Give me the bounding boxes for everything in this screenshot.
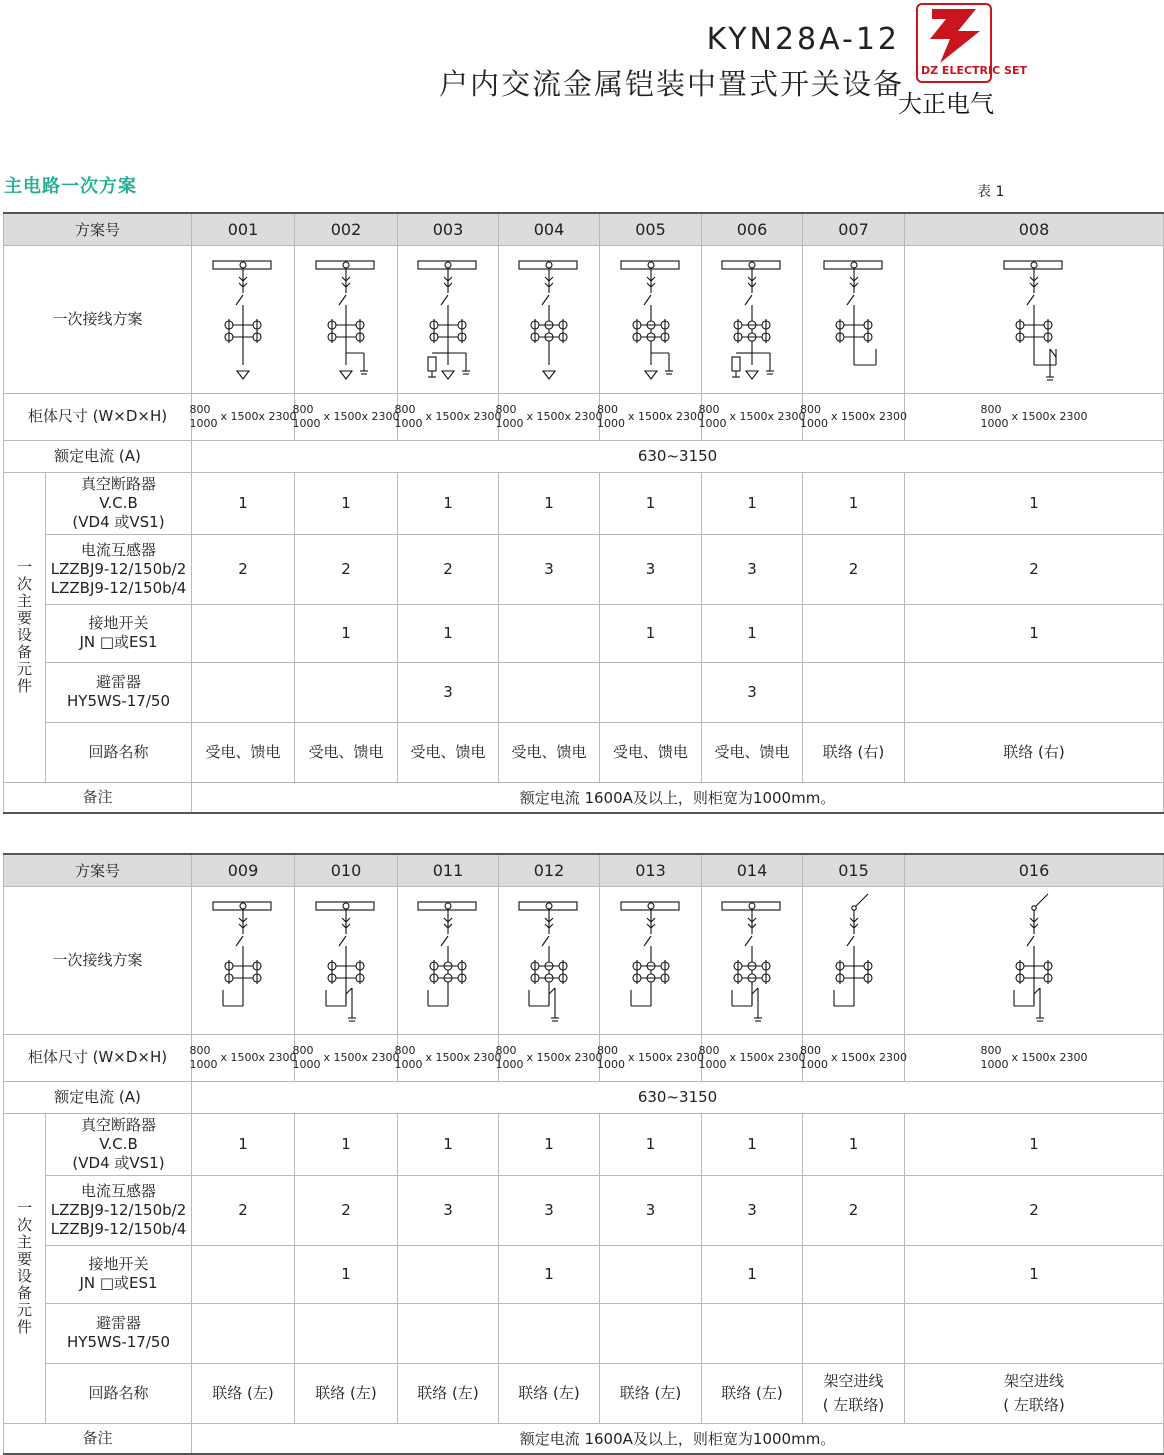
circuit-name: 受电、馈电 <box>398 722 499 782</box>
arrester-qty <box>803 662 905 722</box>
es-qty <box>803 1245 905 1303</box>
vcb-qty: 1 <box>702 1113 803 1175</box>
wiring-diagram <box>600 886 702 1034</box>
arrester-qty <box>803 1303 905 1363</box>
vcb-row <box>4 1113 1164 1175</box>
es-qty: 1 <box>702 604 803 662</box>
ct-qty: 3 <box>499 534 600 604</box>
circuit-name: 联络 (左) <box>295 1363 398 1423</box>
size-text: 800 1000 x 1500x 2300 <box>980 402 1088 430</box>
size-text: 800 1000 x 1500x 2300 <box>495 402 603 430</box>
scheme-no: 006 <box>702 213 803 245</box>
arrester-qty <box>499 662 600 722</box>
scheme-no: 015 <box>803 854 905 886</box>
wiring-diagram <box>295 245 398 393</box>
wiring-diagram <box>192 245 295 393</box>
size-label: 柜体尺寸 (W×D×H) <box>4 393 192 440</box>
rated-current-label: 额定电流 (A) <box>4 1081 192 1113</box>
size-text: 800 1000 x 1500x 2300 <box>189 402 297 430</box>
es-qty <box>803 604 905 662</box>
company-logo <box>916 3 1027 83</box>
vcb-qty: 1 <box>499 1113 600 1175</box>
circuit-name-row <box>4 722 1164 782</box>
cabinet-size <box>905 393 1164 440</box>
brand-name: 大正电气 <box>898 90 994 118</box>
scheme-no: 001 <box>192 213 295 245</box>
earthing-switch-label: 接地开关 JN □或ES1 <box>46 1245 192 1303</box>
arrester-qty <box>499 1303 600 1363</box>
scheme-no-label: 方案号 <box>4 213 192 245</box>
rated-current-value: 630~3150 <box>192 1081 1164 1113</box>
wiring-diagram <box>905 245 1164 393</box>
ct-qty: 2 <box>295 1175 398 1245</box>
size-text: 800 1000 x 1500x 2300 <box>189 1043 297 1071</box>
size-text: 800 1000 x 1500x 2300 <box>394 1043 502 1071</box>
circuit-name: 架空进线 ( 左联络) <box>905 1363 1164 1423</box>
scheme-no: 003 <box>398 213 499 245</box>
es-qty: 1 <box>295 1245 398 1303</box>
scheme-table-1 <box>3 212 1164 814</box>
size-text: 800 1000 x 1500x 2300 <box>698 402 806 430</box>
circuit-name: 联络 (左) <box>702 1363 803 1423</box>
earthing-switch-row <box>4 604 1164 662</box>
single-line-diagram-icon <box>511 894 587 1026</box>
vcb-label: 真空断路器 V.C.B (VD4 或VS1) <box>46 1113 192 1175</box>
single-line-diagram-icon <box>308 253 384 385</box>
ct-label: 电流互感器 LZZBJ9-12/150b/2 LZZBJ9-12/150b/4 <box>46 1175 192 1245</box>
vcb-qty: 1 <box>295 1113 398 1175</box>
vcb-qty: 1 <box>398 472 499 534</box>
arrester-qty <box>905 662 1164 722</box>
vcb-label: 真空断路器 V.C.B (VD4 或VS1) <box>46 472 192 534</box>
es-qty <box>192 604 295 662</box>
ct-qty: 2 <box>398 534 499 604</box>
scheme-no: 013 <box>600 854 702 886</box>
cabinet-size <box>597 393 705 440</box>
size-text: 800 1000 x 1500x 2300 <box>800 1043 908 1071</box>
arrester-qty <box>905 1303 1164 1363</box>
remark-row <box>4 782 1164 813</box>
single-line-diagram-icon <box>410 253 486 385</box>
vcb-qty: 1 <box>600 1113 702 1175</box>
wiring-diagram <box>803 245 905 393</box>
circuit-name: 联络 (右) <box>905 722 1164 782</box>
earthing-switch-row <box>4 1245 1164 1303</box>
vcb-qty: 1 <box>192 1113 295 1175</box>
circuit-name: 架空进线 ( 左联络) <box>803 1363 905 1423</box>
ct-qty: 2 <box>192 1175 295 1245</box>
scheme-no: 002 <box>295 213 398 245</box>
remark-text: 额定电流 1600A及以上，则柜宽为1000mm。 <box>192 782 1164 813</box>
wiring-label: 一次接线方案 <box>4 886 192 1034</box>
cabinet-size <box>495 1034 603 1081</box>
size-label: 柜体尺寸 (W×D×H) <box>4 1034 192 1081</box>
size-text: 800 1000 x 1500x 2300 <box>292 1043 400 1071</box>
cabinet-size <box>800 1034 908 1081</box>
es-qty <box>192 1245 295 1303</box>
circuit-name: 联络 (左) <box>192 1363 295 1423</box>
size-text: 800 1000 x 1500x 2300 <box>394 402 502 430</box>
es-qty <box>398 1245 499 1303</box>
circuit-name-label: 回路名称 <box>46 722 192 782</box>
vcb-qty: 1 <box>192 472 295 534</box>
es-qty: 1 <box>905 1245 1164 1303</box>
earthing-switch-label: 接地开关 JN □或ES1 <box>46 604 192 662</box>
single-line-diagram-icon <box>205 894 281 1026</box>
page-title: 户内交流金属铠装中置式开关设备 <box>438 67 904 101</box>
size-row <box>4 1034 1164 1081</box>
table-label: 表 1 <box>977 184 1005 200</box>
vcb-qty: 1 <box>803 472 905 534</box>
single-line-diagram-icon <box>816 894 892 1026</box>
scheme-no: 012 <box>499 854 600 886</box>
arrester-label: 避雷器 HY5WS-17/50 <box>46 1303 192 1363</box>
cabinet-size <box>394 1034 502 1081</box>
single-line-diagram-icon <box>613 253 689 385</box>
arrester-qty <box>600 1303 702 1363</box>
circuit-name: 联络 (右) <box>803 722 905 782</box>
vcb-qty: 1 <box>905 472 1164 534</box>
single-line-diagram-icon <box>410 894 486 1026</box>
remark-label: 备注 <box>4 1423 192 1454</box>
size-row <box>4 393 1164 440</box>
ct-qty: 2 <box>803 534 905 604</box>
arrester-qty <box>192 662 295 722</box>
equipment-group-label: 一次主要设备元件 <box>4 1113 46 1423</box>
es-qty: 1 <box>702 1245 803 1303</box>
es-qty: 1 <box>499 1245 600 1303</box>
single-line-diagram-icon <box>816 253 892 385</box>
cabinet-size <box>905 1034 1164 1081</box>
wiring-diagram <box>499 245 600 393</box>
single-line-diagram-icon <box>511 253 587 385</box>
scheme-no: 016 <box>905 854 1164 886</box>
circuit-name: 联络 (左) <box>600 1363 702 1423</box>
scheme-no: 004 <box>499 213 600 245</box>
cabinet-size <box>292 393 400 440</box>
remark-label: 备注 <box>4 782 192 813</box>
ct-qty: 3 <box>600 1175 702 1245</box>
wiring-row <box>4 245 1164 393</box>
size-text: 800 1000 x 1500x 2300 <box>495 1043 603 1071</box>
wiring-diagram <box>600 245 702 393</box>
wiring-diagram <box>905 886 1164 1034</box>
logo-text: DZ ELECTRIC SET <box>921 64 1027 77</box>
single-line-diagram-icon <box>308 894 384 1026</box>
ct-qty: 3 <box>600 534 702 604</box>
lightning-logo-icon <box>918 5 990 65</box>
arrester-qty <box>295 662 398 722</box>
wiring-diagram <box>702 886 803 1034</box>
circuit-name-label: 回路名称 <box>46 1363 192 1423</box>
arrester-qty <box>702 1303 803 1363</box>
single-line-diagram-icon <box>714 253 790 385</box>
size-text: 800 1000 x 1500x 2300 <box>800 402 908 430</box>
rated-current-row <box>4 1081 1164 1113</box>
wiring-diagram <box>192 886 295 1034</box>
size-text: 800 1000 x 1500x 2300 <box>292 402 400 430</box>
arrester-qty <box>295 1303 398 1363</box>
ct-row <box>4 1175 1164 1245</box>
vcb-row <box>4 472 1164 534</box>
arrester-row <box>4 1303 1164 1363</box>
cabinet-size <box>800 393 908 440</box>
equipment-group-label: 一次主要设备元件 <box>4 472 46 782</box>
size-text: 800 1000 x 1500x 2300 <box>597 402 705 430</box>
rated-current-value: 630~3150 <box>192 440 1164 472</box>
arrester-qty: 3 <box>702 662 803 722</box>
circuit-name: 受电、馈电 <box>295 722 398 782</box>
wiring-diagram <box>499 886 600 1034</box>
size-text: 800 1000 x 1500x 2300 <box>597 1043 705 1071</box>
arrester-qty: 3 <box>398 662 499 722</box>
ct-qty: 2 <box>803 1175 905 1245</box>
ct-qty: 2 <box>905 534 1164 604</box>
wiring-diagram <box>295 886 398 1034</box>
wiring-label: 一次接线方案 <box>4 245 192 393</box>
cabinet-size <box>698 1034 806 1081</box>
circuit-name: 联络 (左) <box>398 1363 499 1423</box>
scheme-no: 014 <box>702 854 803 886</box>
scheme-no: 008 <box>905 213 1164 245</box>
rated-current-label: 额定电流 (A) <box>4 440 192 472</box>
cabinet-size <box>189 393 297 440</box>
scheme-no: 007 <box>803 213 905 245</box>
cabinet-size <box>292 1034 400 1081</box>
vcb-qty: 1 <box>295 472 398 534</box>
wiring-diagram <box>702 245 803 393</box>
es-qty <box>600 1245 702 1303</box>
ct-row <box>4 534 1164 604</box>
single-line-diagram-icon <box>613 894 689 1026</box>
vcb-qty: 1 <box>398 1113 499 1175</box>
scheme-table-2 <box>3 853 1164 1455</box>
es-qty: 1 <box>600 604 702 662</box>
scheme-no-label: 方案号 <box>4 854 192 886</box>
cabinet-size <box>597 1034 705 1081</box>
scheme-no-row <box>4 213 1164 245</box>
wiring-diagram <box>398 245 499 393</box>
arrester-qty <box>398 1303 499 1363</box>
es-qty: 1 <box>398 604 499 662</box>
circuit-name: 受电、馈电 <box>600 722 702 782</box>
arrester-row <box>4 662 1164 722</box>
vcb-qty: 1 <box>499 472 600 534</box>
arrester-label: 避雷器 HY5WS-17/50 <box>46 662 192 722</box>
arrester-qty <box>192 1303 295 1363</box>
single-line-diagram-icon <box>714 894 790 1026</box>
size-text: 800 1000 x 1500x 2300 <box>980 1043 1088 1071</box>
wiring-diagram <box>398 886 499 1034</box>
single-line-diagram-icon <box>996 894 1072 1026</box>
scheme-no: 010 <box>295 854 398 886</box>
size-text: 800 1000 x 1500x 2300 <box>698 1043 806 1071</box>
es-qty: 1 <box>905 604 1164 662</box>
ct-qty: 2 <box>905 1175 1164 1245</box>
es-qty: 1 <box>295 604 398 662</box>
scheme-no: 005 <box>600 213 702 245</box>
product-model: KYN28A-12 <box>706 22 900 57</box>
wiring-diagram <box>803 886 905 1034</box>
ct-qty: 3 <box>499 1175 600 1245</box>
ct-qty: 2 <box>192 534 295 604</box>
circuit-name-row <box>4 1363 1164 1423</box>
vcb-qty: 1 <box>600 472 702 534</box>
ct-qty: 3 <box>398 1175 499 1245</box>
cabinet-size <box>189 1034 297 1081</box>
remark-row <box>4 1423 1164 1454</box>
vcb-qty: 1 <box>702 472 803 534</box>
circuit-name: 受电、馈电 <box>702 722 803 782</box>
scheme-no: 011 <box>398 854 499 886</box>
cabinet-size <box>394 393 502 440</box>
ct-qty: 2 <box>295 534 398 604</box>
ct-label: 电流互感器 LZZBJ9-12/150b/2 LZZBJ9-12/150b/4 <box>46 534 192 604</box>
rated-current-row <box>4 440 1164 472</box>
ct-qty: 3 <box>702 534 803 604</box>
remark-text: 额定电流 1600A及以上，则柜宽为1000mm。 <box>192 1423 1164 1454</box>
single-line-diagram-icon <box>996 253 1072 385</box>
scheme-no: 009 <box>192 854 295 886</box>
vcb-qty: 1 <box>905 1113 1164 1175</box>
single-line-diagram-icon <box>205 253 281 385</box>
wiring-row <box>4 886 1164 1034</box>
arrester-qty <box>600 662 702 722</box>
circuit-name: 联络 (左) <box>499 1363 600 1423</box>
scheme-no-row <box>4 854 1164 886</box>
vcb-qty: 1 <box>803 1113 905 1175</box>
section-title: 主电路一次方案 <box>4 176 137 197</box>
cabinet-size <box>698 393 806 440</box>
circuit-name: 受电、馈电 <box>192 722 295 782</box>
ct-qty: 3 <box>702 1175 803 1245</box>
es-qty <box>499 604 600 662</box>
cabinet-size <box>495 393 603 440</box>
circuit-name: 受电、馈电 <box>499 722 600 782</box>
